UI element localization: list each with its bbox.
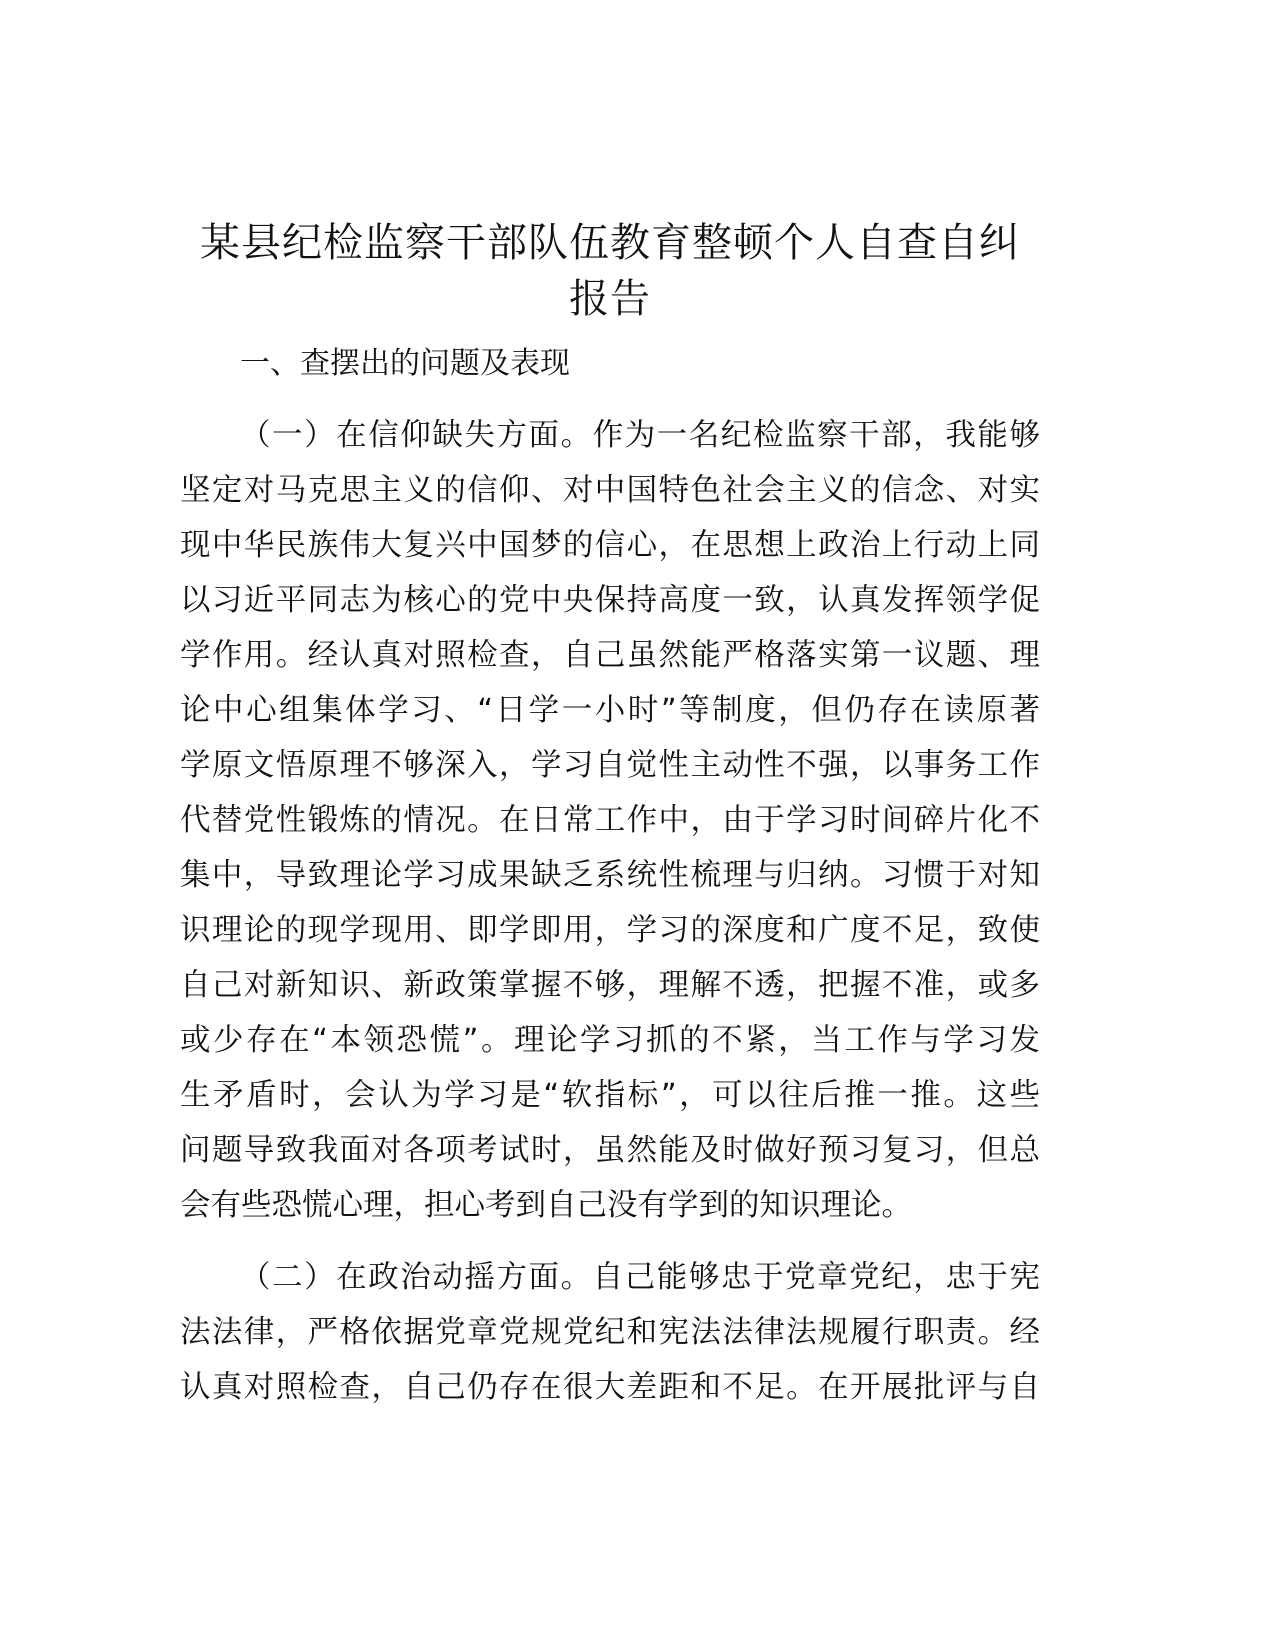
paragraph-line: 论中心组集体学习、“日学一小时”等制度，但仍存在读原著 [180,693,1040,728]
paragraph-line: 或少存在“本领恐慌”。理论学习抓的不紧，当工作与学习发 [180,1023,1040,1058]
paragraph-line: 法法律，严格依据党章党规党纪和宪法法律法规履行职责。经 [180,1315,1040,1350]
paragraph-line: 代替党性锻炼的情况。在日常工作中，由于学习时间碎片化不 [180,803,1040,838]
section-heading: 一、查摆出的问题及表现 [240,346,570,381]
paragraph-line: 识理论的现学现用、即学即用，学习的深度和广度不足，致使 [180,913,1040,948]
document-title-line-2: 报告 [569,276,651,322]
paragraph-line: 认真对照检查，自己仍存在很大差距和不足。在开展批评与自 [180,1370,1040,1405]
document-title-line-1: 某县纪检监察干部队伍教育整顿个人自查自纠 [200,220,1020,266]
paragraph-line: 学原文悟原理不够深入，学习自觉性主动性不强，以事务工作 [180,748,1040,783]
paragraph-line: 问题导致我面对各项考试时，虽然能及时做好预习复习，但总 [180,1133,1040,1168]
paragraph-line: 现中华民族伟大复兴中国梦的信心，在思想上政治上行动上同 [180,528,1040,563]
paragraph-line: 生矛盾时，会认为学习是“软指标”，可以往后推一推。这些 [180,1078,1040,1113]
paragraph-line: 学作用。经认真对照检查，自己虽然能严格落实第一议题、理 [180,638,1040,673]
paragraph-line: 以习近平同志为核心的党中央保持高度一致，认真发挥领学促 [180,583,1040,618]
paragraph-line: （二）在政治动摇方面。自己能够忠于党章党纪，忠于宪 [240,1260,1040,1295]
paragraph-line: 会有些恐慌心理，担心考到自己没有学到的知识理论。 [180,1188,912,1223]
paragraph-line: 集中，导致理论学习成果缺乏系统性梳理与归纳。习惯于对知 [180,858,1040,893]
paragraph-line: 坚定对马克思主义的信仰、对中国特色社会主义的信念、对实 [180,473,1040,508]
paragraph-line: 自己对新知识、新政策掌握不够，理解不透，把握不准，或多 [180,968,1040,1003]
paragraph-line: （一）在信仰缺失方面。作为一名纪检监察干部，我能够 [240,418,1040,453]
